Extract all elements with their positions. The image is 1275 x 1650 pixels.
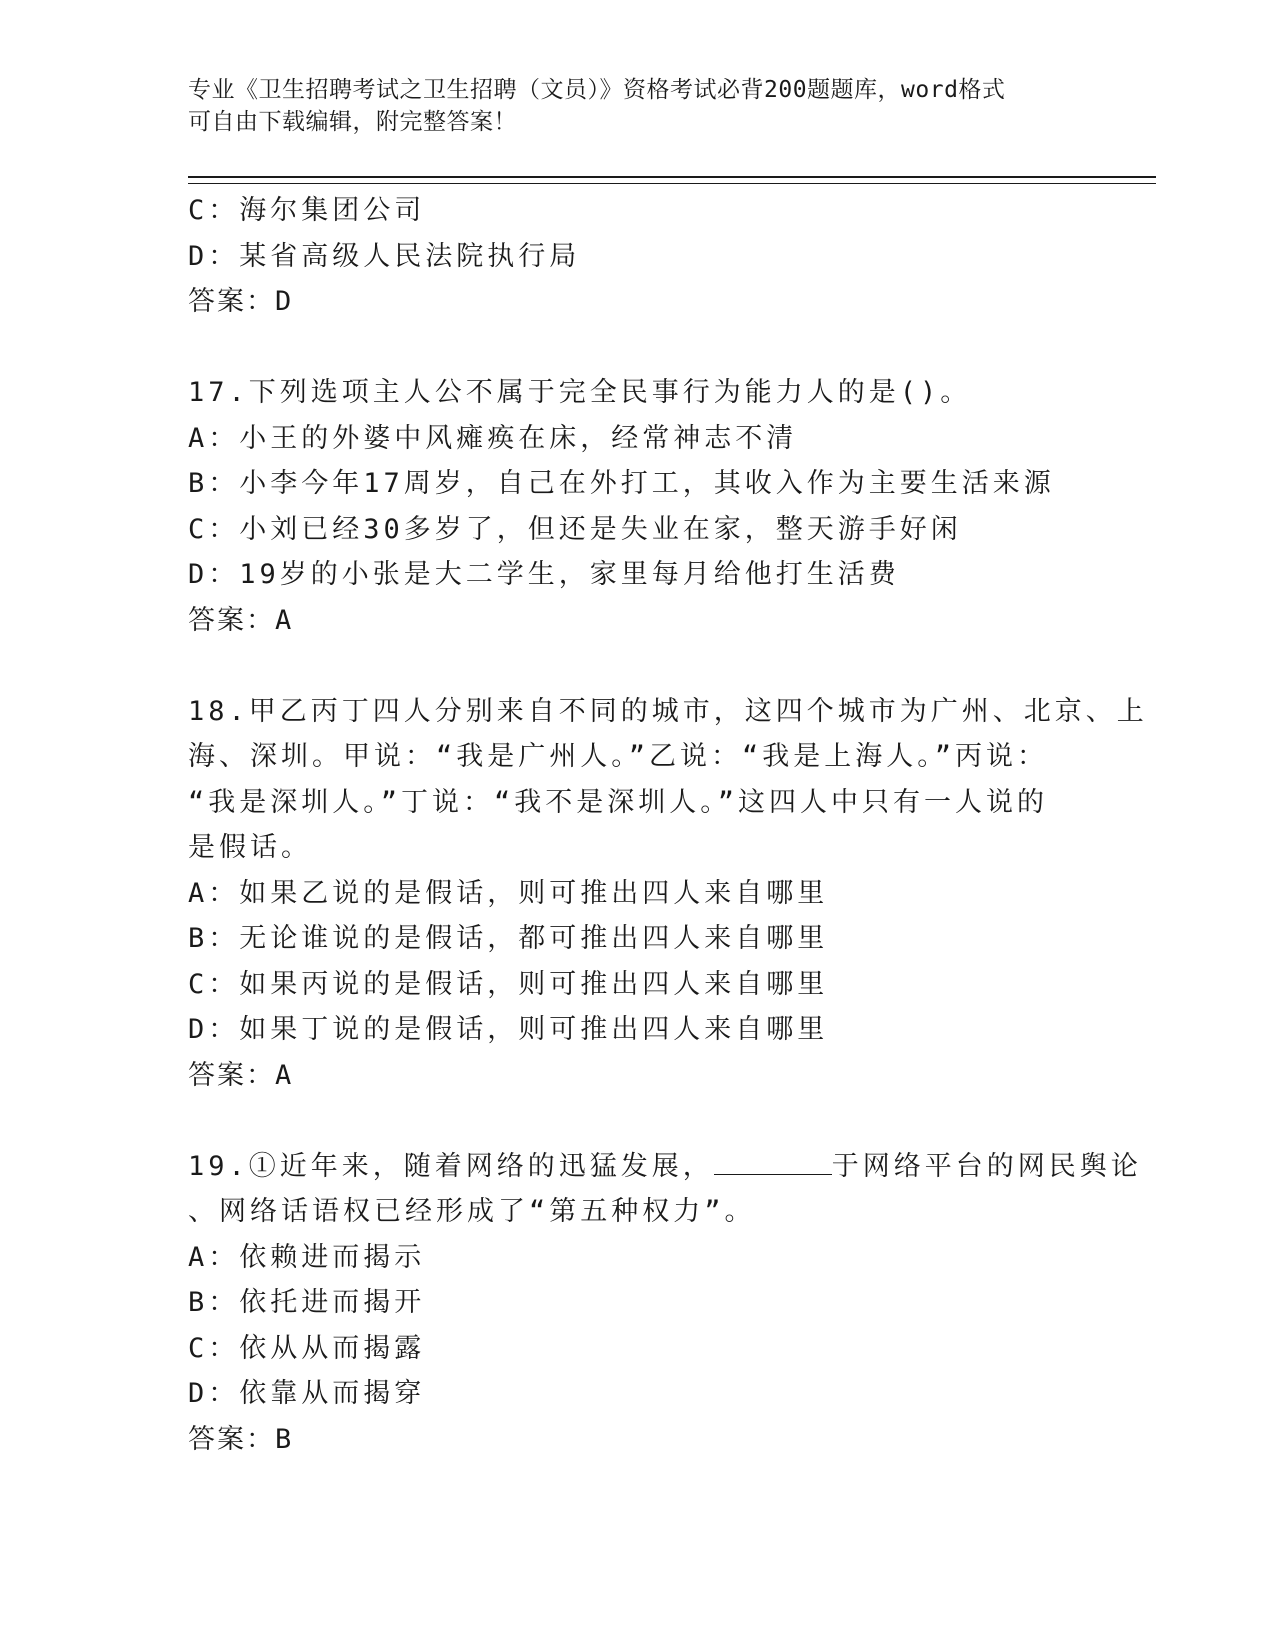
option-c: C：依从从而揭露 <box>188 1332 426 1364</box>
option-c: C：如果丙说的是假话，则可推出四人来自哪里 <box>188 968 829 1000</box>
question-stem-line-1 <box>188 1144 1158 1190</box>
question-stem-line-2: 、网络话语权已经形成了“第五种权力”。 <box>188 1196 756 1227</box>
answer-line: 答案：B <box>188 1423 294 1455</box>
question-18 <box>188 689 1158 1099</box>
stem-after-blank: 于网络平台的网民舆论 <box>831 1150 1142 1182</box>
spacer <box>188 325 1158 371</box>
option-b: B：依托进而揭开 <box>188 1287 426 1318</box>
fill-in-blank <box>714 1148 832 1175</box>
question-stem-line-3: “我是深圳人。”丁说：“我不是深圳人。”这四人中只有一人说的 <box>188 786 1049 818</box>
stem-before-blank: 19.①近年来，随着网络的迅猛发展， <box>188 1150 714 1182</box>
option-a: A：依赖进而揭示 <box>188 1241 426 1273</box>
header-divider <box>188 176 1156 184</box>
question-stem-line-1: 18.甲乙丙丁四人分别来自不同的城市，这四个城市为广州、北京、上 <box>188 695 1148 727</box>
spacer <box>188 1098 1158 1144</box>
option-d: D：19岁的小张是大二学生，家里每月给他打生活费 <box>188 559 900 590</box>
answer-line: 答案：D <box>188 286 294 317</box>
question-stem-line-4: 是假话。 <box>188 832 312 863</box>
question-19 <box>188 1144 1158 1463</box>
spacer <box>188 643 1158 689</box>
question-17 <box>188 370 1158 643</box>
question-stem-line-2: 海、深圳。甲说：“我是广州人。”乙说：“我是上海人。”丙说： <box>188 741 1049 772</box>
option-a: A：小王的外婆中风瘫痪在床，经常神志不清 <box>188 422 798 454</box>
option-a: A：如果乙说的是假话，则可推出四人来自哪里 <box>188 877 829 909</box>
option-b: B：小李今年17周岁，自己在外打工，其收入作为主要生活来源 <box>188 468 1055 499</box>
question-16-tail <box>188 188 1158 325</box>
option-c: C：小刘已经30多岁了，但还是失业在家，整天游手好闲 <box>188 513 962 545</box>
header-title-line-1: 专业《卫生招聘考试之卫生招聘（文员）》资格考试必背200题题库，word格式 <box>188 77 1006 103</box>
option-b: B：无论谁说的是假话，都可推出四人来自哪里 <box>188 923 829 954</box>
option-d: D：某省高级人民法院执行局 <box>188 240 581 272</box>
document-header <box>188 74 1088 138</box>
question-list <box>188 188 1158 1462</box>
answer-line: 答案：A <box>188 1059 294 1091</box>
option-d: D：如果丁说的是假话，则可推出四人来自哪里 <box>188 1014 829 1045</box>
question-stem: 17.下列选项主人公不属于完全民事行为能力人的是()。 <box>188 377 972 408</box>
answer-line: 答案：A <box>188 604 294 636</box>
header-title-line-2: 可自由下载编辑，附完整答案！ <box>188 109 517 135</box>
option-d: D：依靠从而揭穿 <box>188 1378 426 1409</box>
option-c: C：海尔集团公司 <box>188 195 426 226</box>
